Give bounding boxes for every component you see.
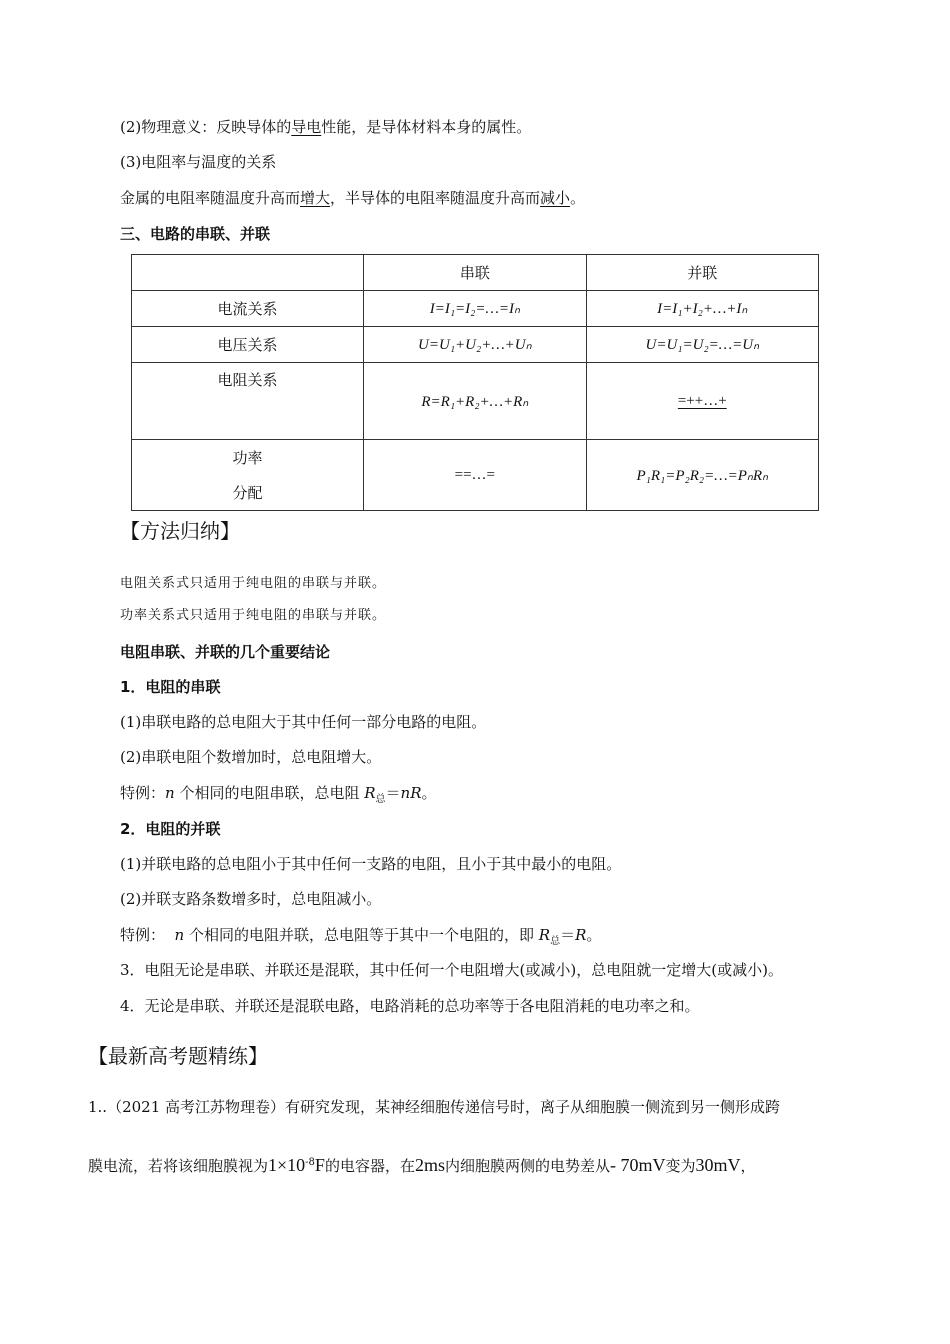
subheading: 电阻串联、并联的几个重要结论 (120, 643, 331, 661)
subheading: 1．电阻的串联 (120, 678, 221, 696)
table-header (132, 255, 364, 291)
text-line: 特例： n 个相同的电阻并联，总电阻等于其中一个电阻的，即 $R_总=R$。 (120, 926, 602, 947)
row-label: 电压关系 (132, 327, 364, 363)
text-line: (2)并联支路条数增多时，总电阻减小。 (120, 890, 382, 908)
formula-cell: U=U₁=U₂=…=Uₙ (586, 327, 818, 363)
text-line: 4．无论是串联、并联还是混联电路，电路消耗的总功率等于各电阻消耗的电功率之和。 (120, 997, 700, 1015)
subheading: 2．电阻的并联 (120, 820, 221, 838)
underlined-answer: 减小 (540, 189, 571, 207)
row-label: 电流关系 (132, 291, 364, 327)
row-label: 电阻关系 (132, 363, 364, 440)
text: 。 (570, 189, 586, 207)
note: 功率关系式只适用于纯电阻的串联与并联。 (120, 608, 387, 623)
underlined-answer: 导电 (291, 118, 322, 136)
formula-cell: P₁R₁=P₂R₂=…=PₙRₙ (586, 440, 818, 511)
text: 性能，是导体材料本身的属性。 (321, 118, 532, 136)
note: 电阻关系式只适用于纯电阻的串联与并联。 (120, 576, 387, 591)
text: ，半导体的电阻率随温度升高而 (330, 189, 541, 207)
text-line (120, 117, 531, 137)
table-row (132, 291, 819, 327)
text-line: (3)电阻率与温度的关系 (120, 153, 277, 171)
table-row (132, 255, 819, 291)
table-header: 并联 (586, 255, 818, 291)
text-line: 特例：n 个相同的电阻串联，总电阻 $R_总=nR$。 (120, 784, 437, 805)
text-line (120, 188, 585, 208)
formula-cell: =++…+ (586, 363, 818, 440)
row-label-line: 分配 (232, 484, 263, 502)
text-line: 3．电阻无论是串联、并联还是混联，其中任何一个电阻增大(或减小)，总电阻就一定增大(或减小)。 (120, 961, 783, 979)
section-heading: 三、电路的串联、并联 (120, 225, 271, 243)
underlined-answer: 增大 (300, 189, 331, 207)
text-line: (1)串联电路的总电阻大于其中任何一部分电路的电阻。 (120, 713, 487, 731)
formula-cell: R=R₁+R₂+…+Rₙ (364, 363, 586, 440)
row-label (132, 440, 364, 511)
formula-cell: I=I₁+I₂+…+Iₙ (586, 291, 818, 327)
table-row (132, 363, 819, 440)
text-line: (1)并联电路的总电阻小于其中任何一支路的电阻，且小于其中最小的电阻。 (120, 855, 622, 873)
table-row (132, 327, 819, 363)
method-heading: 【方法归纳】 (120, 519, 240, 543)
circuit-table (131, 254, 819, 511)
table-header: 串联 (364, 255, 586, 291)
text: 金属的电阻率随温度升高而 (120, 189, 301, 207)
formula-cell: I=I₁=I₂=…=Iₙ (364, 291, 586, 327)
table-row (132, 440, 819, 511)
text-line: (2)串联电阻个数增加时，总电阻增大。 (120, 748, 382, 766)
formula-cell: U=U₁+U₂+…+Uₙ (364, 327, 586, 363)
text: (2)物理意义：反映导体的 (120, 118, 292, 136)
question-line: 膜电流，若将该细胞膜视为$1\times 10^{-8}F$的电容器，在2ms内细胞膜两侧的电势差从- 70mV变为30mV， (88, 1155, 756, 1175)
formula-cell: ==…= (364, 440, 586, 511)
exam-heading: 【最新高考题精练】 (88, 1044, 268, 1068)
row-label-line: 功率 (232, 449, 263, 467)
question-line: 1..（2021 高考江苏物理卷）有研究发现，某神经细胞传递信号时，离子从细胞膜一侧流到另一侧形成跨 (88, 1098, 781, 1116)
